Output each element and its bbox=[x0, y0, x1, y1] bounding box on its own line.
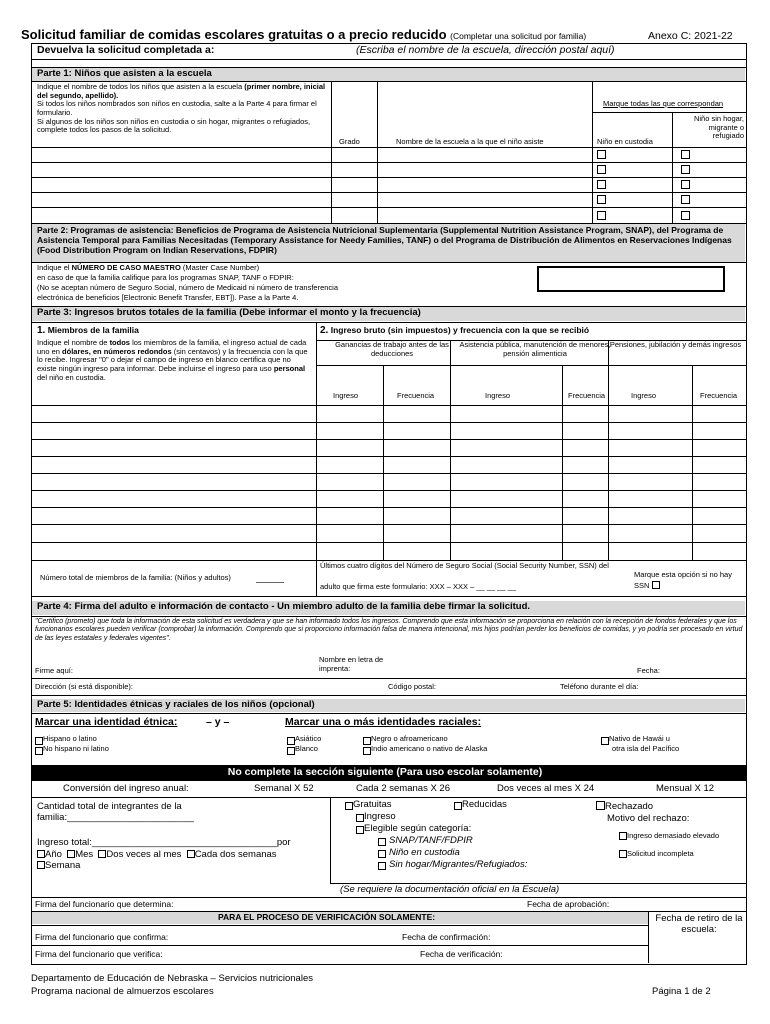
cat-homeless-checkbox[interactable] bbox=[378, 862, 386, 870]
not-hispanic-checkbox[interactable] bbox=[35, 747, 43, 755]
freq-week-row: Semana bbox=[37, 860, 80, 872]
ethnic-label: Marcar una identidad étnica: bbox=[35, 716, 178, 728]
official-verify[interactable]: Firma del funcionario que verifica: bbox=[35, 949, 163, 959]
gross-title: 2. Ingreso bruto (sin impuestos) y frecuencia con la que se recibió bbox=[320, 325, 590, 336]
cat-snap-label: SNAP/TANF/FDPIR bbox=[389, 835, 473, 846]
reason-income-checkbox[interactable] bbox=[619, 832, 627, 840]
official-confirm[interactable]: Firma del funcionario que confirma: bbox=[35, 932, 169, 942]
hispanic-checkbox[interactable] bbox=[35, 737, 43, 745]
part2-line2: en caso de que la familia califique para los programas SNAP, TANF o FDPIR: bbox=[37, 273, 294, 282]
approval-date[interactable]: Fecha de aprobación: bbox=[527, 899, 610, 909]
racial-label: Marcar una o más identidades raciales: bbox=[285, 716, 482, 728]
part2-line1: Indique el NÚMERO DE CASO MAESTRO (Master Case Number) bbox=[37, 263, 260, 272]
cat-custody-label: Niño en custodia bbox=[389, 847, 460, 858]
part3-heading: Parte 3: Ingresos brutos totales de la familia (Debe informar el monto y la frecuencia) bbox=[37, 307, 421, 318]
col-income-3: Ingreso bbox=[631, 391, 657, 400]
certification-text: "Certifico (prometo) que toda la información de esta solicitud es verdadera y que se han informado todos los ingresos. Comprendo que esta información se proporciona en relación con la recepción de fondos federales y que los funcionarios escolares pueden verificar (comprobar) la información. Comprendo que si proporciono información falsa de manera intencional, mis hijos podrían perder los beneficios de comidas, y yo podría ser procesado en virtud de las leyes estatales y federales vigentes". bbox=[35, 618, 743, 642]
confirm-date[interactable]: Fecha de confirmación: bbox=[402, 932, 491, 942]
free-checkbox[interactable] bbox=[345, 802, 353, 810]
part2-line4: electrónica de beneficios [Electronic Benefit Transfer, EBT]). Pase a la Parte 4. bbox=[37, 293, 299, 302]
footer-page: Página 1 de 2 bbox=[652, 986, 711, 997]
white-checkbox[interactable] bbox=[287, 747, 295, 755]
income-checkbox[interactable] bbox=[356, 814, 364, 822]
custody-checkbox[interactable] bbox=[597, 150, 606, 159]
return-hint[interactable]: (Escriba el nombre de la escuela, dirección postal aquí) bbox=[356, 44, 615, 56]
phone-label[interactable]: Teléfono durante el día: bbox=[560, 682, 639, 691]
homeless-checkbox[interactable] bbox=[681, 180, 690, 189]
footer-dept: Departamento de Educación de Nebraska – Servicios nutricionales bbox=[31, 973, 313, 984]
custody-checkbox[interactable] bbox=[597, 211, 606, 220]
address-label[interactable]: Dirección (si está disponible): bbox=[35, 682, 133, 691]
office-banner-text: No complete la sección siguiente (Para uso escolar solamente) bbox=[227, 766, 543, 778]
annex-label: Anexo C: 2021-22 bbox=[648, 30, 733, 42]
opt-black: Negro o afroamericano bbox=[371, 734, 448, 743]
opt-white: Blanco bbox=[295, 744, 318, 753]
footer-program: Programa nacional de almuerzos escolares bbox=[31, 986, 214, 997]
native-checkbox[interactable] bbox=[363, 747, 371, 755]
custody-checkbox[interactable] bbox=[597, 195, 606, 204]
print-name-label[interactable]: Nombre en letra de imprenta: bbox=[319, 655, 384, 673]
col-school: Nombre de la escuela a la que el niño asiste bbox=[396, 137, 544, 146]
homeless-checkbox[interactable] bbox=[681, 165, 690, 174]
part2-heading: Parte 2: Programas de asistencia: Beneficios de Programa de Asistencia Nutricional Suplementaria (Supplemental Nutrition Assistance Program, SNAP), del Programa de Asistencia Temporal para Familias Necesitadas (Temporary Assistance for Needy Families, TANF) o del Programa de Distribución de Alimentos en Reservaciones Indígenas (Food Distribution Program on Indian Reservations, FDPIR) bbox=[37, 225, 732, 256]
office-total-income[interactable]: Ingreso total:___________________________________por bbox=[37, 837, 291, 848]
title-note: (Completar una solicitud por familia) bbox=[450, 31, 587, 41]
categorical-label: Elegible según categoría: bbox=[364, 823, 472, 834]
date-label[interactable]: Fecha: bbox=[637, 666, 660, 675]
reason-label: Motivo del rechazo: bbox=[607, 813, 690, 824]
homeless-checkbox[interactable] bbox=[681, 211, 690, 220]
ssn-text-1: Últimos cuatro dígitos del Número de Seguro Social (Social Security Number, SSN) del bbox=[320, 561, 609, 570]
cat-custody-checkbox[interactable] bbox=[378, 850, 386, 858]
freq-every2-checkbox[interactable] bbox=[187, 850, 195, 858]
categorical-checkbox[interactable] bbox=[356, 826, 364, 834]
freq-week-checkbox[interactable] bbox=[37, 861, 45, 869]
case-number-input[interactable] bbox=[537, 266, 725, 292]
twice-month-factor: Dos veces al mes X 24 bbox=[497, 783, 595, 794]
part4-heading: Parte 4: Firma del adulto e información de contacto - Un miembro adulto de la familia debe firmar la solicitud. bbox=[37, 601, 531, 612]
col-freq-2: Frecuencia bbox=[568, 391, 606, 400]
col-homeless: Niño sin hogar, migrante o refugiado bbox=[693, 114, 744, 141]
members-instructions: Indique el nombre de todos los miembros de la familia, el ingreso actual de cada uno en dólares, en números redondos (sin centavos) y la frecuencia con la que lo recibe. Ingresar "0" o dejar el campo de ingreso en blanco certifica que no existe ningún ingreso para informar. Debe incluirse el ingreso para uso personal del niño en custodia. bbox=[37, 338, 308, 382]
col-freq-3: Frecuencia bbox=[700, 391, 738, 400]
withdraw-date[interactable]: Fecha de retiro de la escuela: bbox=[655, 913, 743, 935]
opt-asian: Asiático bbox=[295, 734, 322, 743]
reason-incomplete-checkbox[interactable] bbox=[619, 850, 627, 858]
homeless-checkbox[interactable] bbox=[681, 195, 690, 204]
income-frequency-row: Año Mes Dos veces al mes Cada dos semanas bbox=[37, 849, 277, 861]
col-income-1: Ingreso bbox=[333, 391, 359, 400]
opt-hawaiian-1: Nativo de Hawái u bbox=[609, 734, 670, 743]
part5-heading: Parte 5: Identidades étnicas y raciales de los niños (opcional) bbox=[37, 699, 315, 710]
part2-line3: (No se aceptan número de Seguro Social, número de Medicaid ni número de transferencia bbox=[37, 283, 339, 292]
col-grade: Grado bbox=[339, 137, 360, 146]
reduced-checkbox[interactable] bbox=[454, 802, 462, 810]
biweekly-factor: Cada 2 semanas X 26 bbox=[356, 783, 451, 794]
freq-month-checkbox[interactable] bbox=[67, 850, 75, 858]
part1-instructions: Indique el nombre de todos los niños que asisten a la escuela (primer nombre, inicial del segundo, apellido). Si todos los niños nombrados son niños en custodia, salte a la Parte 4 para firmar el formulario. Si algunos de los niños son niños en custodia o sin hogar, migrantes o refugiados, complete todos los pasos de la solicitud. bbox=[37, 82, 326, 135]
doc-required: (Se requiere la documentación oficial en la Escuela) bbox=[340, 884, 560, 895]
freq-twice-checkbox[interactable] bbox=[98, 850, 106, 858]
opt-hawaiian-2: otra isla del Pacífico bbox=[612, 744, 680, 753]
group-earnings: Ganancias de trabajo antes de las deducciones bbox=[335, 340, 449, 358]
sign-here-label[interactable]: Firme aquí: bbox=[35, 666, 73, 675]
no-ssn-checkbox[interactable] bbox=[652, 581, 660, 589]
total-members-input[interactable] bbox=[256, 582, 284, 583]
weekly-factor: Semanal X 52 bbox=[254, 783, 314, 794]
verify-date[interactable]: Fecha de verificación: bbox=[420, 949, 503, 959]
custody-checkbox[interactable] bbox=[597, 180, 606, 189]
no-ssn-option[interactable]: Marque esta opción si no hay SSN bbox=[634, 570, 732, 590]
denied-label: Rechazado bbox=[605, 801, 654, 812]
homeless-checkbox[interactable] bbox=[681, 150, 690, 159]
black-checkbox[interactable] bbox=[363, 737, 371, 745]
freq-year-checkbox[interactable] bbox=[37, 850, 45, 858]
conversion-label: Conversión del ingreso anual: bbox=[63, 783, 189, 794]
col-custody: Niño en custodia bbox=[597, 137, 653, 146]
return-label: Devuelva la solicitud completada a: bbox=[37, 44, 215, 56]
denied-checkbox[interactable] bbox=[596, 801, 605, 810]
reduced-label: Reducidas bbox=[462, 799, 507, 810]
group-pensions: Pensiones, jubilación y demás ingresos bbox=[609, 340, 742, 349]
opt-not-hispanic: No hispano ni latino bbox=[43, 744, 109, 753]
opt-hispanic: Hispano o latino bbox=[43, 734, 97, 743]
office-total-members[interactable]: Cantidad total de integrantes de la familia:________________________ bbox=[37, 801, 194, 823]
custody-checkbox[interactable] bbox=[597, 165, 606, 174]
cat-homeless-label: Sin hogar/Migrantes/Refugiados: bbox=[389, 859, 528, 870]
asian-checkbox[interactable] bbox=[287, 737, 295, 745]
form-title: Solicitud familiar de comidas escolares gratuitas o a precio reducido (Completar una solicitud por familia) bbox=[21, 27, 587, 42]
mark-all-label: Marque todas las que correspondan bbox=[603, 99, 724, 108]
zip-label[interactable]: Código postal: bbox=[388, 682, 436, 691]
col-freq-1: Frecuencia bbox=[397, 391, 435, 400]
ssn-text-2[interactable]: adulto que firma este formulario: XXX – XXX – __ __ __ __ bbox=[320, 582, 516, 591]
and-separator: – y – bbox=[206, 716, 230, 728]
income-label: Ingreso bbox=[364, 811, 396, 822]
reason-incomplete-label: Solicitud incompleta bbox=[627, 849, 694, 858]
official-determine[interactable]: Firma del funcionario que determina: bbox=[35, 899, 174, 909]
total-members-label: Número total de miembros de la familia: (Niños y adultos) bbox=[40, 573, 231, 582]
free-label: Gratuitas bbox=[353, 799, 392, 810]
group-assistance: Asistencia pública, manutención de menores, pensión alimenticia bbox=[459, 340, 611, 358]
reason-income-label: Ingreso demasiado elevado bbox=[627, 831, 720, 840]
opt-native: Indio americano o nativo de Alaska bbox=[371, 744, 488, 753]
part1-heading: Parte 1: Niños que asisten a la escuela bbox=[37, 68, 212, 79]
members-title: 1. Miembros de la familia bbox=[37, 325, 139, 336]
cat-snap-checkbox[interactable] bbox=[378, 838, 386, 846]
col-income-2: Ingreso bbox=[485, 391, 511, 400]
hawaiian-checkbox[interactable] bbox=[601, 737, 609, 745]
monthly-factor: Mensual X 12 bbox=[656, 783, 715, 794]
verification-only: PARA EL PROCESO DE VERIFICACIÓN SOLAMENTE: bbox=[218, 912, 436, 922]
